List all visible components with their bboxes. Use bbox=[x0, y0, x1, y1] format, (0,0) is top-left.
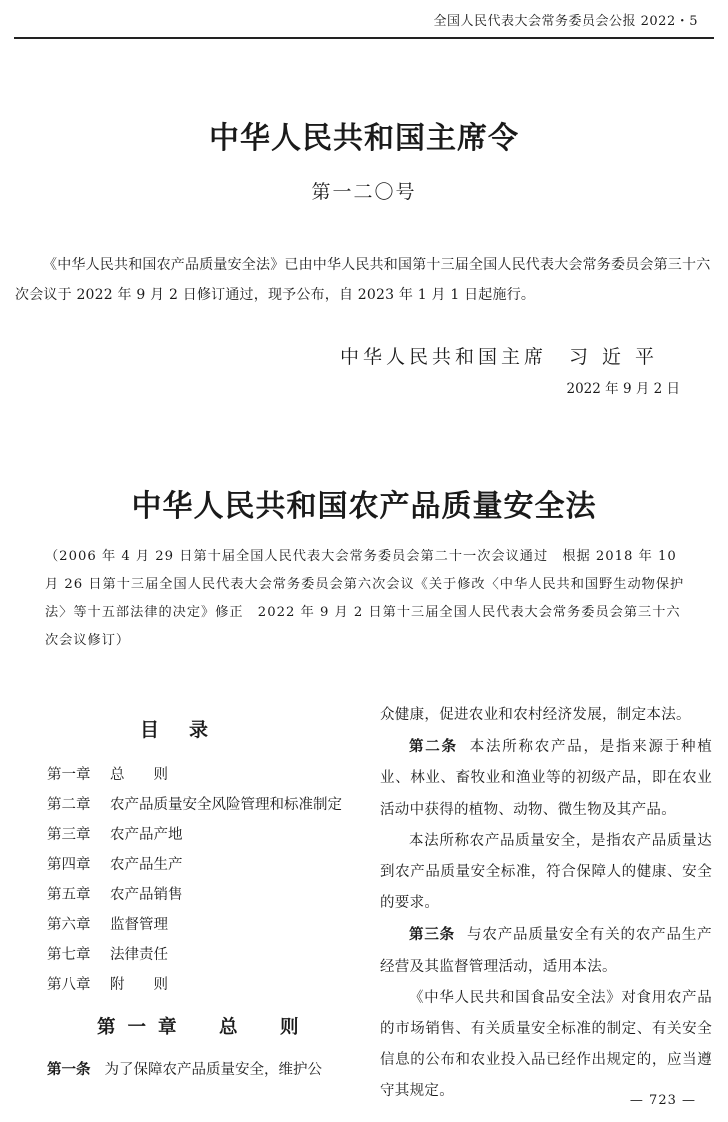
toc-name: 总 则 bbox=[110, 767, 168, 783]
article-2-label: 第二条 bbox=[409, 738, 458, 756]
toc-item bbox=[47, 880, 342, 910]
toc-name: 农产品销售 bbox=[110, 887, 183, 903]
toc-item bbox=[47, 970, 342, 1000]
article-2 bbox=[380, 731, 712, 826]
president-name: 习近平 bbox=[569, 346, 669, 368]
president-title: 中华人民共和国主席 bbox=[340, 346, 548, 368]
article-3-paragraph-2: 《中华人民共和国食品安全法》对食用农产品的市场销售、有关质量安全标准的制定、有关安全信息的公布和农业投入品已经作出规定的，应当遵守其规定。 bbox=[380, 989, 712, 1100]
toc-item bbox=[47, 910, 342, 940]
header-rule bbox=[14, 37, 714, 39]
article-2-text: 本法所称农产品，是指来源于种植业、林业、畜牧业和渔业等的初级产品，即在农业活动中获得的植物、动物、微生物及其产品。 bbox=[380, 739, 713, 818]
order-number: 第一二〇号 bbox=[311, 181, 417, 203]
journal-header: 全国人民代表大会常务委员会公报 2022・5 bbox=[433, 14, 698, 29]
article-1 bbox=[47, 1058, 322, 1079]
president-signature bbox=[340, 342, 668, 369]
toc-name: 农产品产地 bbox=[110, 827, 183, 843]
table-of-contents bbox=[47, 760, 342, 1000]
article-1-text: 为了保障农产品质量安全，维护公 bbox=[104, 1062, 322, 1078]
toc-chapter: 第四章 bbox=[47, 857, 91, 873]
toc-name: 农产品质量安全风险管理和标准制定 bbox=[110, 797, 342, 813]
toc-name: 法律责任 bbox=[110, 947, 168, 963]
article-1-continued: 众健康，促进农业和农村经济发展，制定本法。 bbox=[380, 707, 691, 723]
toc-title: 目录 bbox=[140, 719, 239, 741]
toc-name: 农产品生产 bbox=[110, 857, 183, 873]
toc-chapter: 第六章 bbox=[47, 917, 91, 933]
right-column bbox=[380, 700, 712, 1108]
toc-item bbox=[47, 850, 342, 880]
revision-note: （2006 年 4 月 29 日第十届全国人民代表大会常务委员会第二十一次会议通过 根据 2018 年 10 月 26 日第十三届全国人民代表大会常务委员会第六次会议《关于修改〈中华人民共和国野生动物保护法〉等十五部法律的决定》修正 2022 年 9 月 2 日第十三届全国人民代表大会常务委员会第三十六次会议修订） bbox=[45, 549, 685, 648]
toc-item bbox=[47, 760, 342, 790]
article-2-paragraph-2: 本法所称农产品质量安全，是指农产品质量达到农产品质量安全标准，符合保障人的健康、安全的要求。 bbox=[380, 832, 712, 912]
order-date: 2022 年 9 月 2 日 bbox=[566, 381, 680, 397]
article-3-text: 与农产品质量安全有关的农产品生产经营及其监督管理活动，适用本法。 bbox=[380, 927, 712, 975]
law-title: 中华人民共和国农产品质量安全法 bbox=[131, 489, 597, 524]
toc-chapter: 第七章 bbox=[47, 947, 91, 963]
toc-chapter: 第五章 bbox=[47, 887, 91, 903]
toc-name: 附 则 bbox=[110, 977, 168, 993]
toc-item bbox=[47, 940, 342, 970]
toc-item bbox=[47, 820, 342, 850]
toc-chapter: 第三章 bbox=[47, 827, 91, 843]
toc-chapter: 第一章 bbox=[47, 767, 91, 783]
toc-chapter: 第二章 bbox=[47, 797, 91, 813]
chapter-1-title: 第一章 总 则 bbox=[97, 1017, 311, 1038]
toc-name: 监督管理 bbox=[110, 917, 168, 933]
article-3 bbox=[380, 919, 712, 982]
toc-chapter: 第八章 bbox=[47, 977, 91, 993]
page-number: — 723 — bbox=[629, 1093, 696, 1108]
article-1-label: 第一条 bbox=[47, 1061, 91, 1078]
promulgation-text: 《中华人民共和国农产品质量安全法》已由中华人民共和国第十三届全国人民代表大会常务委员会第三十六次会议于 2022 年 9 月 2 日修订通过，现予公布，自 2023 年 1 月 1 日起施行。 bbox=[15, 257, 711, 303]
toc-item bbox=[47, 790, 342, 820]
order-title: 中华人民共和国主席令 bbox=[209, 121, 519, 156]
article-3-label: 第三条 bbox=[409, 926, 456, 944]
